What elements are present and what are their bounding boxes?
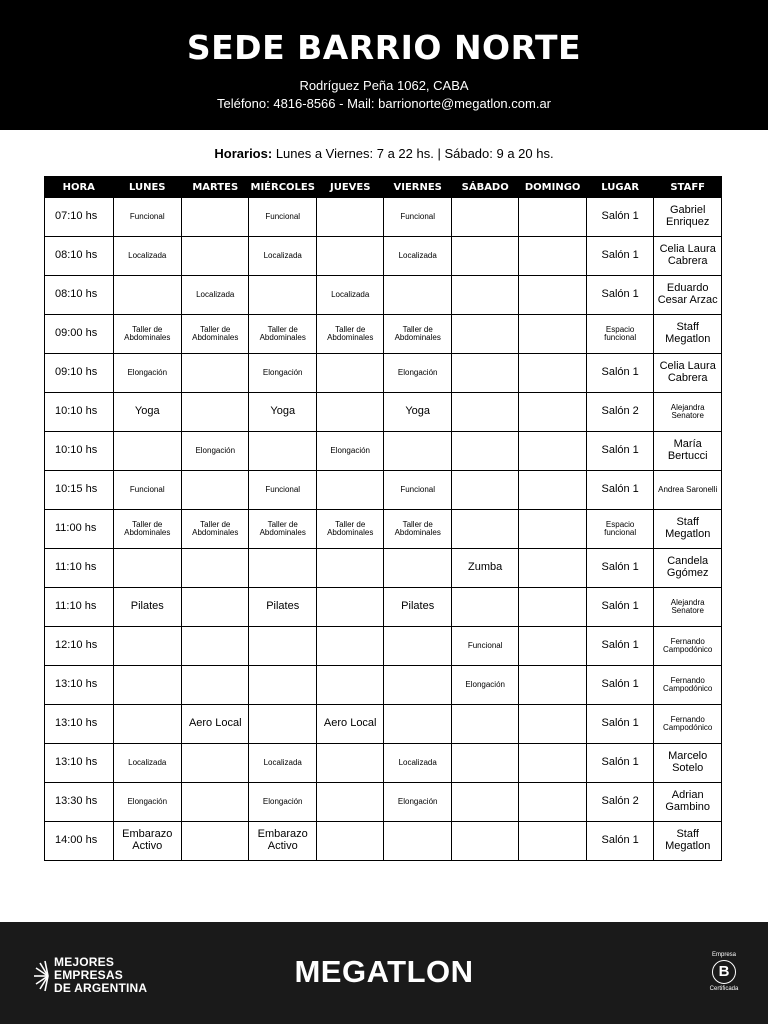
class-cell <box>182 549 249 588</box>
mejores-line: MEJORES <box>54 955 115 969</box>
class-cell <box>316 393 383 432</box>
class-cell <box>519 471 586 510</box>
time-cell: 13:10 hs <box>45 666 114 705</box>
time-cell: 11:00 hs <box>45 510 114 549</box>
table-row <box>45 705 722 744</box>
table-row <box>45 822 722 861</box>
class-cell <box>451 276 518 315</box>
time-cell: 07:10 hs <box>45 198 114 237</box>
class-cell: Elongación <box>249 783 316 822</box>
class-cell: Localizada <box>113 744 182 783</box>
column-header: DOMINGO <box>519 177 586 198</box>
class-cell: Yoga <box>384 393 451 432</box>
class-cell <box>519 198 586 237</box>
class-cell: Funcional <box>113 471 182 510</box>
class-cell <box>451 354 518 393</box>
location-cell: Salón 1 <box>586 705 653 744</box>
staff-cell: María Bertucci <box>654 432 722 471</box>
class-cell <box>182 744 249 783</box>
class-cell: Elongación <box>384 354 451 393</box>
class-cell <box>384 822 451 861</box>
location-cell: Salón 1 <box>586 666 653 705</box>
location-cell: Salón 1 <box>586 744 653 783</box>
table-row <box>45 354 722 393</box>
class-cell <box>113 666 182 705</box>
bcorp-top-text: Empresa <box>711 952 736 958</box>
page-title: SEDE BARRIO NORTE <box>186 28 582 67</box>
class-cell: Localizada <box>113 237 182 276</box>
class-cell: Elongación <box>451 666 518 705</box>
class-cell <box>249 549 316 588</box>
table-row <box>45 510 722 549</box>
bcorp-bottom-text: Certificada <box>709 986 739 992</box>
time-cell: 11:10 hs <box>45 588 114 627</box>
class-cell <box>451 237 518 276</box>
time-cell: 14:00 hs <box>45 822 114 861</box>
address-text: Rodríguez Peña 1062, CABA <box>299 78 469 93</box>
class-cell: Funcional <box>249 471 316 510</box>
class-cell <box>182 237 249 276</box>
location-cell: Espacio funcional <box>586 510 653 549</box>
class-cell <box>249 432 316 471</box>
table-row <box>45 198 722 237</box>
location-cell: Espacio funcional <box>586 315 653 354</box>
class-cell <box>384 705 451 744</box>
staff-cell: Alejandra Senatore <box>654 393 722 432</box>
time-cell: 10:10 hs <box>45 432 114 471</box>
table-row <box>45 627 722 666</box>
class-cell <box>113 549 182 588</box>
class-cell: Taller de Abdominales <box>249 510 316 549</box>
time-cell: 12:10 hs <box>45 627 114 666</box>
class-cell <box>316 198 383 237</box>
class-cell <box>519 354 586 393</box>
class-cell <box>519 315 586 354</box>
column-header: LUNES <box>113 177 182 198</box>
class-cell <box>182 471 249 510</box>
class-cell <box>316 822 383 861</box>
hours-text: Lunes a Viernes: 7 a 22 hs. | Sábado: 9 a 20 hs. <box>275 146 554 161</box>
class-cell: Elongación <box>113 354 182 393</box>
location-cell: Salón 1 <box>586 471 653 510</box>
class-cell <box>451 510 518 549</box>
class-cell: Funcional <box>384 471 451 510</box>
class-cell <box>451 393 518 432</box>
class-cell <box>316 549 383 588</box>
table-row <box>45 471 722 510</box>
location-cell: Salón 2 <box>586 783 653 822</box>
class-cell <box>519 510 586 549</box>
class-cell <box>316 471 383 510</box>
table-row <box>45 276 722 315</box>
class-cell: Taller de Abdominales <box>113 510 182 549</box>
class-cell: Localizada <box>249 237 316 276</box>
time-cell: 13:10 hs <box>45 705 114 744</box>
class-cell <box>182 588 249 627</box>
class-cell <box>316 627 383 666</box>
class-cell <box>519 432 586 471</box>
time-cell: 09:00 hs <box>45 315 114 354</box>
class-cell <box>384 549 451 588</box>
class-cell: Aero Local <box>316 705 383 744</box>
location-cell: Salón 1 <box>586 822 653 861</box>
opening-hours <box>0 146 768 161</box>
table-row <box>45 237 722 276</box>
time-cell: 11:10 hs <box>45 549 114 588</box>
class-cell <box>451 588 518 627</box>
class-cell <box>519 393 586 432</box>
class-cell: Taller de Abdominales <box>249 315 316 354</box>
column-header: MIÉRCOLES <box>249 177 316 198</box>
class-cell <box>316 237 383 276</box>
table-row <box>45 588 722 627</box>
header-banner <box>0 0 768 130</box>
mejores-line: EMPRESAS <box>54 968 123 982</box>
class-cell: Localizada <box>384 744 451 783</box>
location-cell: Salón 1 <box>586 198 653 237</box>
class-cell <box>519 822 586 861</box>
class-cell <box>451 783 518 822</box>
class-cell: Elongación <box>384 783 451 822</box>
class-cell: Embarazo Activo <box>249 822 316 861</box>
staff-cell: Alejandra Senatore <box>654 588 722 627</box>
time-cell: 08:10 hs <box>45 276 114 315</box>
class-cell <box>249 666 316 705</box>
column-header: STAFF <box>654 177 722 198</box>
staff-cell: Andrea Saronelli <box>654 471 722 510</box>
class-cell <box>316 666 383 705</box>
class-cell: Elongación <box>113 783 182 822</box>
class-cell: Taller de Abdominales <box>113 315 182 354</box>
class-cell <box>519 276 586 315</box>
class-cell <box>113 627 182 666</box>
class-cell: Localizada <box>316 276 383 315</box>
staff-cell: Fernando Campodónico <box>654 705 722 744</box>
location-cell: Salón 1 <box>586 588 653 627</box>
class-cell: Localizada <box>249 744 316 783</box>
location-cell: Salón 1 <box>586 432 653 471</box>
staff-cell: Fernando Campodónico <box>654 666 722 705</box>
class-cell: Elongación <box>182 432 249 471</box>
class-cell: Taller de Abdominales <box>384 315 451 354</box>
class-cell <box>316 783 383 822</box>
class-cell <box>113 276 182 315</box>
class-cell: Taller de Abdominales <box>182 315 249 354</box>
class-cell: Taller de Abdominales <box>316 315 383 354</box>
class-cell: Embarazo Activo <box>113 822 182 861</box>
class-cell <box>519 705 586 744</box>
column-header: HORA <box>45 177 114 198</box>
column-header: JUEVES <box>316 177 383 198</box>
class-cell: Aero Local <box>182 705 249 744</box>
schedule-table <box>44 176 722 861</box>
class-cell <box>384 666 451 705</box>
class-cell: Localizada <box>384 237 451 276</box>
location-cell: Salón 1 <box>586 276 653 315</box>
class-cell: Funcional <box>113 198 182 237</box>
class-cell: Zumba <box>451 549 518 588</box>
class-cell: Pilates <box>384 588 451 627</box>
staff-cell: Adrian Gambino <box>654 783 722 822</box>
class-cell <box>519 549 586 588</box>
class-cell <box>519 744 586 783</box>
class-cell <box>519 783 586 822</box>
table-body <box>45 198 722 861</box>
class-cell <box>384 432 451 471</box>
mejores-line: DE ARGENTINA <box>54 981 148 995</box>
class-cell: Funcional <box>249 198 316 237</box>
staff-cell: Staff Megatlon <box>654 315 722 354</box>
time-cell: 08:10 hs <box>45 237 114 276</box>
staff-cell: Candela Ggómez <box>654 549 722 588</box>
location-cell: Salón 1 <box>586 549 653 588</box>
staff-cell: Gabriel Enriquez <box>654 198 722 237</box>
class-cell <box>182 822 249 861</box>
b-corp-badge <box>704 952 744 992</box>
footer-bar <box>0 922 768 1024</box>
column-header: LUGAR <box>586 177 653 198</box>
class-cell <box>182 627 249 666</box>
table-row <box>45 744 722 783</box>
class-cell: Pilates <box>113 588 182 627</box>
time-cell: 13:30 hs <box>45 783 114 822</box>
class-cell <box>182 393 249 432</box>
column-header: VIERNES <box>384 177 451 198</box>
time-cell: 10:10 hs <box>45 393 114 432</box>
class-cell <box>316 588 383 627</box>
class-cell <box>384 276 451 315</box>
class-cell <box>182 666 249 705</box>
class-cell: Taller de Abdominales <box>182 510 249 549</box>
class-cell: Elongación <box>316 432 383 471</box>
class-cell <box>519 666 586 705</box>
class-cell <box>451 705 518 744</box>
class-cell: Taller de Abdominales <box>384 510 451 549</box>
staff-cell: Marcelo Sotelo <box>654 744 722 783</box>
megatlon-logo: MEGATLON <box>294 954 474 989</box>
class-cell <box>182 354 249 393</box>
class-cell: Elongación <box>249 354 316 393</box>
class-cell <box>451 198 518 237</box>
class-cell <box>519 237 586 276</box>
location-cell: Salón 1 <box>586 627 653 666</box>
staff-cell: Fernando Campodónico <box>654 627 722 666</box>
class-cell <box>113 432 182 471</box>
table-row <box>45 432 722 471</box>
class-cell <box>451 471 518 510</box>
class-cell <box>451 744 518 783</box>
table-row <box>45 783 722 822</box>
class-cell: Yoga <box>113 393 182 432</box>
time-cell: 13:10 hs <box>45 744 114 783</box>
class-cell <box>249 276 316 315</box>
class-cell <box>519 627 586 666</box>
time-cell: 10:15 hs <box>45 471 114 510</box>
b-corp-icon: B <box>712 960 736 984</box>
class-cell: Pilates <box>249 588 316 627</box>
staff-cell: Celia Laura Cabrera <box>654 237 722 276</box>
class-cell <box>451 315 518 354</box>
class-cell: Localizada <box>182 276 249 315</box>
time-cell: 09:10 hs <box>45 354 114 393</box>
class-cell <box>113 705 182 744</box>
class-cell: Funcional <box>451 627 518 666</box>
class-cell: Taller de Abdominales <box>316 510 383 549</box>
class-cell: Funcional <box>384 198 451 237</box>
table-row <box>45 393 722 432</box>
table-row <box>45 666 722 705</box>
class-cell <box>182 783 249 822</box>
table-row <box>45 549 722 588</box>
table-row <box>45 315 722 354</box>
class-cell <box>182 198 249 237</box>
class-cell <box>451 822 518 861</box>
staff-cell: Staff Megatlon <box>654 822 722 861</box>
column-header: SÁBADO <box>451 177 518 198</box>
table-header-row <box>45 177 722 198</box>
staff-cell: Celia Laura Cabrera <box>654 354 722 393</box>
class-cell <box>451 432 518 471</box>
class-cell <box>316 354 383 393</box>
staff-cell: Eduardo Cesar Arzac <box>654 276 722 315</box>
location-cell: Salón 2 <box>586 393 653 432</box>
class-cell <box>384 627 451 666</box>
location-cell: Salón 1 <box>586 237 653 276</box>
class-cell <box>249 627 316 666</box>
class-cell <box>249 705 316 744</box>
class-cell <box>316 744 383 783</box>
class-cell <box>519 588 586 627</box>
contact-text: Teléfono: 4816-8566 - Mail: barrionorte@megatlon.com.ar <box>216 96 552 111</box>
column-header: MARTES <box>182 177 249 198</box>
class-cell: Yoga <box>249 393 316 432</box>
staff-cell: Staff Megatlon <box>654 510 722 549</box>
hours-label: Horarios: <box>214 146 273 161</box>
location-cell: Salón 1 <box>586 354 653 393</box>
